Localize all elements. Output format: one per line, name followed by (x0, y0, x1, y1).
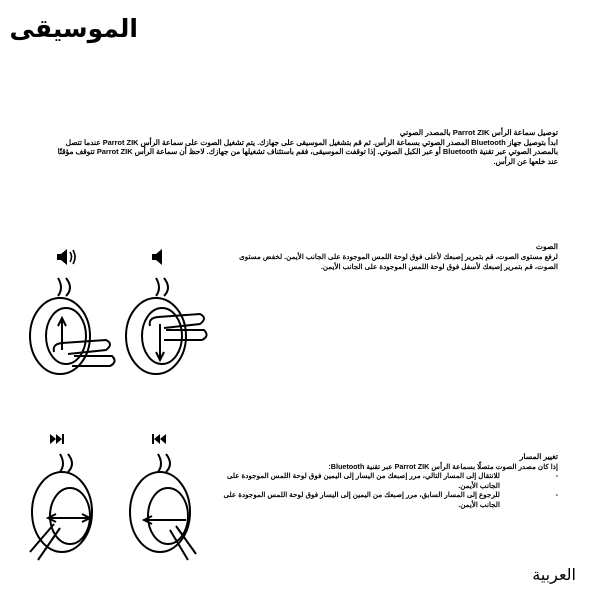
tracks-list (222, 471, 558, 509)
ear-cup-swipe-down (126, 278, 207, 374)
skip-back-icon (152, 434, 166, 444)
intro-heading: توصيل سماعة الرأس Parrot ZIK بالمصدر الصوتي (399, 128, 558, 137)
list-item: - للرجوع إلى المسار السابق، مرر إصبعك من اليمين إلى اليسار فوق لوحة اللمس الموجودة على الجانب الأيمن. (222, 490, 558, 509)
speaker-quiet-icon (152, 249, 162, 265)
skip-forward-icon (50, 434, 64, 444)
ear-cup-swipe-forward (30, 454, 92, 560)
tracks-heading: تغيير المسار (519, 452, 558, 461)
tracks-intro: إذا كان مصدر الصوت متصلًا بسماعة الرأس Parrot ZIK عبر تقنية Bluetooth: (328, 461, 558, 471)
intro-section (46, 128, 558, 166)
volume-illustration (14, 240, 214, 380)
list-item: - للانتقال إلى المسار التالي، مرر إصبعك من اليسار إلى اليمين فوق لوحة اللمس الموجودة على الجانب الأيمن. (222, 471, 558, 490)
speaker-loud-icon (57, 249, 75, 265)
volume-body: لرفع مستوى الصوت، قم بتمرير إصبعك لأعلى فوق لوحة اللمس الموجودة على الجانب الأيمن. لخفض مستوى الصوت، قم بتمرير إصبعك لأسفل فوق لوحة اللمس الموجودة على الجانب الأيمن. (239, 251, 558, 271)
volume-heading: الصوت (535, 242, 558, 251)
page-title: الموسيقى (9, 14, 138, 43)
ear-cup-swipe-up (30, 278, 115, 374)
ear-cup-swipe-back (130, 454, 196, 560)
language-label: العربية (532, 565, 576, 584)
intro-body: ابدأ بتوصيل جهاز Bluetooth المصدر الصوتي بسماعة الرأس. ثم قم بتشغيل الموسيقى على جهازك. يتم تشغيل الصوت على سماعة الرأس Parrot ZIK عندما تتصل بالمصدر الصوتي عبر تقنية Bluetooth أو عبر الكبل الصوتي. إذا توقفت الموسيقى، فقم باستئناف تشغيلها من جهازك. لاحظ أن سماعة الرأس Parrot ZIK تتوقف مؤقتًا عند خلعها عن الرأس. (57, 137, 558, 166)
tracks-illustration (10, 428, 210, 568)
tracks-section (222, 452, 558, 510)
volume-section (222, 242, 558, 271)
